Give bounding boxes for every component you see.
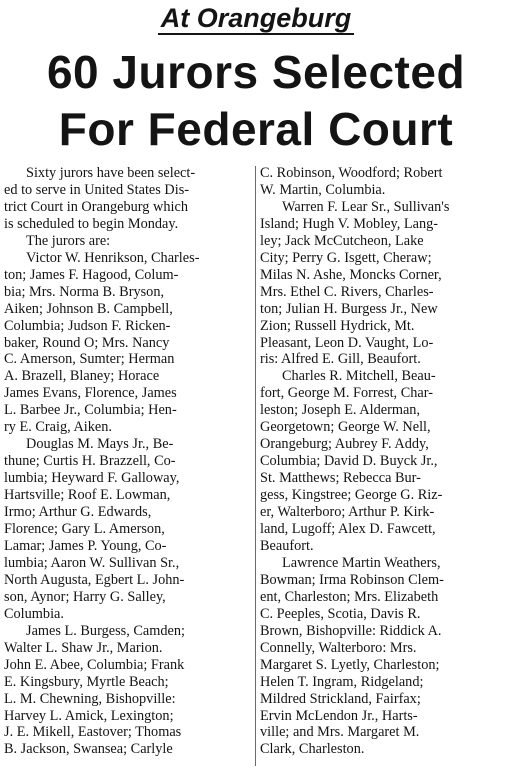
article-column-left (4, 165, 252, 758)
article-text-line: Ervin McLendon Jr., Harts- (260, 707, 418, 724)
article-text-line: Orangeburg; Aubrey F. Addy, (260, 436, 429, 453)
article-text-line: Brown, Bishopville: Riddick A. (260, 622, 442, 639)
article-text-line: Columbia; David D. Buyck Jr., (260, 453, 438, 470)
headline-line-1: 60 Jurors Selected (46, 46, 466, 98)
article-text-line: Walter L. Shaw Jr., Marion. (4, 639, 163, 656)
article-text-line: W. Martin, Columbia. (260, 181, 386, 198)
article-text-line: Zion; Russell Hydrick, Mt. (260, 317, 415, 334)
article-text-line: er, Walterboro; Arthur P. Kirk- (260, 504, 435, 521)
article-paragraph (260, 199, 508, 369)
article-column-right (260, 165, 508, 758)
article-paragraph (4, 233, 252, 250)
article-text-line: Georgetown; George W. Nell, (260, 419, 431, 436)
article-text-line: ton; James F. Hagood, Colum- (4, 266, 179, 283)
article-paragraph (260, 165, 508, 199)
article-text-line: Lawrence Martin Weathers, (282, 554, 441, 571)
article-text-line: ris: Alfred E. Gill, Beaufort. (260, 351, 421, 368)
article-text-line: J. E. Mikell, Eastover; Thomas (4, 724, 182, 741)
article-paragraph (260, 368, 508, 554)
headline-line-2: For Federal Court (58, 103, 454, 155)
article-text-line: C. Robinson, Woodford; Robert (260, 165, 443, 181)
article-text-line: Milas N. Ashe, Moncks Corner, (260, 266, 442, 283)
article-paragraph (4, 165, 252, 233)
article-text-line: lumbia; Aaron W. Sullivan Sr., (4, 554, 180, 571)
article-text-line: Beaufort. (260, 537, 314, 554)
article-text-line: City; Perry G. Isgett, Cheraw; (260, 249, 432, 266)
article-text-line: bia; Mrs. Norma B. Bryson, (4, 283, 165, 300)
article-text-line: ley; Jack McCutcheon, Lake (260, 232, 424, 249)
article-text-line: land, Lugoff; Alex D. Fawcett, (260, 521, 436, 538)
article-text-line: C. Amerson, Sumter; Herman (4, 351, 175, 368)
article-text-line: North Augusta, Egbert L. John- (4, 571, 185, 588)
article-paragraph (260, 555, 508, 758)
article-text-line: Hartsville; Roof E. Lowman, (4, 487, 171, 504)
article-text-line: ville; and Mrs. Margaret M. (260, 724, 420, 741)
article-text-line: L. M. Chewning, Bishopville: (4, 690, 176, 707)
article-text-line: Douglas M. Mays Jr., Be- (26, 436, 174, 453)
article-text-line: Mildred Strickland, Fairfax; (260, 690, 421, 707)
article-text-line: thune; Curtis H. Brazzell, Co- (4, 453, 176, 470)
article-text-line: Columbia. (4, 605, 64, 622)
article-text-line: Columbia; Judson F. Ricken- (4, 317, 171, 334)
kicker-text: At Orangeburg (158, 3, 355, 35)
article-text-line: Irmo; Arthur G. Edwards, (4, 504, 152, 521)
article-text-line: James L. Burgess, Camden; (26, 622, 185, 639)
article-text-line: ed to serve in United States Dis- (4, 181, 190, 198)
article-text-line: E. Kingsbury, Myrtle Beach; (4, 673, 169, 690)
article-paragraph (4, 623, 252, 759)
article-text-line: James Evans, Florence, James (4, 385, 177, 402)
article-text-line: B. Jackson, Swansea; Carlyle (4, 741, 173, 758)
article-text-line: lumbia; Heyward F. Galloway, (4, 470, 180, 487)
article-text-line: ton; Julian H. Burgess Jr., New (260, 300, 438, 317)
article-paragraph (4, 436, 252, 622)
article-text-line: St. Matthews; Rebecca Bur- (260, 470, 421, 487)
article-text-line: son, Aynor; Harry G. Salley, (4, 588, 166, 605)
article-text-line: Mrs. Ethel C. Rivers, Charles- (260, 283, 434, 300)
article-text-line: ent, Charleston; Mrs. Elizabeth (260, 588, 439, 605)
article-text-line: fort, George M. Forrest, Char- (260, 385, 433, 402)
article-text-line: Florence; Gary L. Amerson, (4, 521, 165, 538)
article-text-line: Aiken; Johnson B. Campbell, (4, 300, 173, 317)
article-text-line: Island; Hugh V. Mobley, Lang- (260, 215, 439, 232)
article-text-line: is scheduled to begin Monday. (4, 215, 179, 232)
article-text-line: baker, Round O; Mrs. Nancy (4, 334, 170, 351)
article-text-line: C. Peeples, Scotia, Davis R. (260, 605, 421, 622)
article-text-line: Charles R. Mitchell, Beau- (282, 368, 436, 385)
article-text-line: Harvey L. Amick, Lexington; (4, 707, 174, 724)
article-text-line: Connelly, Walterboro: Mrs. (260, 639, 417, 656)
kicker-heading (0, 3, 512, 33)
article-text-line: John E. Abee, Columbia; Frank (4, 656, 185, 673)
article-text-line: Sixty jurors have been select- (26, 165, 196, 181)
article-text-line: A. Brazell, Blaney; Horace (4, 368, 160, 385)
article-text-line: trict Court in Orangeburg which (4, 198, 188, 215)
article-text-line: Bowman; Irma Robinson Clem- (260, 571, 444, 588)
article-text-line: The jurors are: (26, 232, 111, 249)
article-text-line: Helen T. Ingram, Ridgeland; (260, 673, 424, 690)
article-text-line: Victor W. Henrikson, Charles- (26, 249, 200, 266)
article-text-line: leston; Joseph E. Alderman, (260, 402, 421, 419)
article-text-line: Warren F. Lear Sr., Sullivan's (282, 198, 450, 215)
article-text-line: Pleasant, Leon D. Vaught, Lo- (260, 334, 434, 351)
article-text-line: gess, Kingstree; George G. Riz- (260, 487, 443, 504)
article-paragraph (4, 250, 252, 436)
article-text-line: L. Barbee Jr., Columbia; Hen- (4, 402, 177, 419)
column-divider (255, 166, 256, 766)
article-text-line: ry E. Craig, Aiken. (4, 419, 113, 436)
article-text-line: Margaret S. Lyetly, Charleston; (260, 656, 440, 673)
article-text-line: Clark, Charleston. (260, 741, 365, 758)
article-text-line: Lamar; James P. Young, Co- (4, 537, 167, 554)
